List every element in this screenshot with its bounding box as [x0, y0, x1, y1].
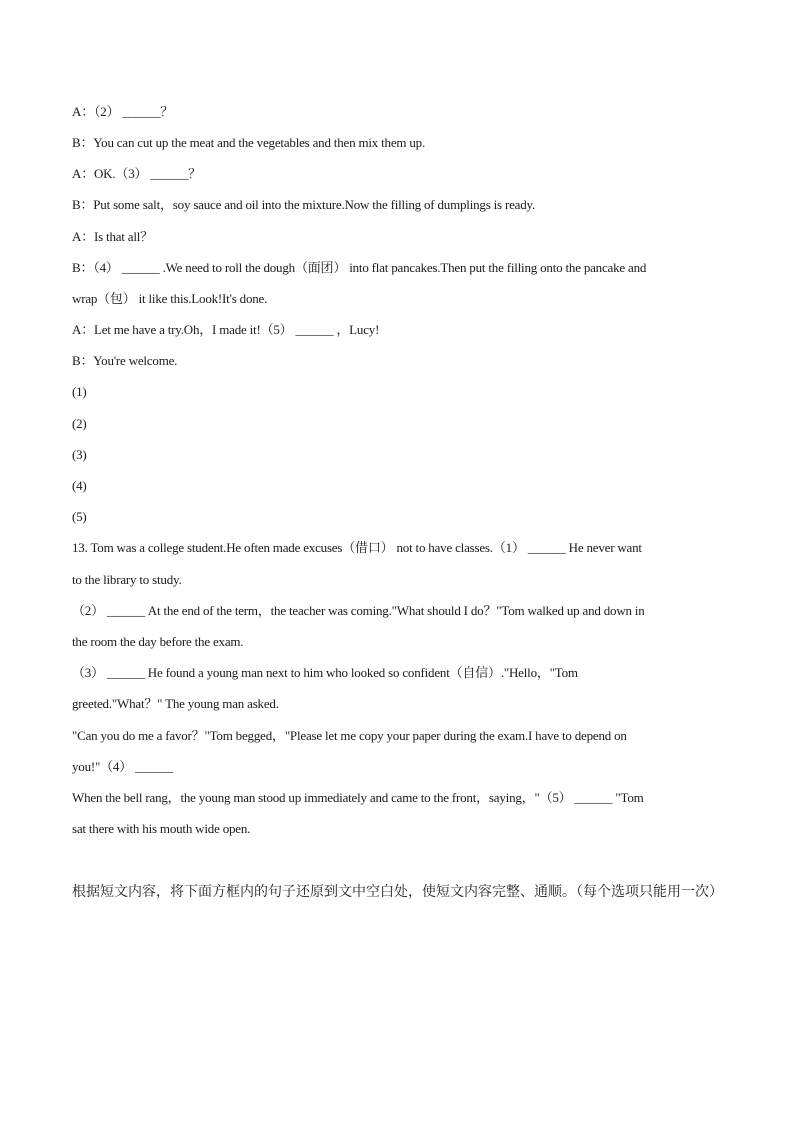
dialogue-line: A：OK.（3） ______？ [72, 166, 201, 181]
answer-label: (4) [72, 478, 87, 493]
dialogue-line: A：Let me have a try.Oh，I made it!（5） ______ ，Lucy! [72, 322, 380, 337]
question-13-line: 13. Tom was a college student.He often made excuses（借口） not to have classes.（1） ______ He never want [72, 540, 642, 555]
dialogue-line: A：（2） ______？ [72, 104, 174, 119]
dialogue-line: B：Put some salt，soy sauce and oil into the mixture.Now the filling of dumplings is ready. [72, 197, 536, 212]
dialogue-line: B：You're welcome. [72, 353, 178, 368]
answer-label: (2) [72, 416, 87, 431]
dialogue-line: B：（4） ______ .We need to roll the dough（面团） into flat pancakes.Then put the filling onto the pancake and [72, 260, 647, 275]
answer-label: (1) [72, 384, 87, 399]
question-13-line: "Can you do me a favor？"Tom begged，"Please let me copy your paper during the exam.I have to depend on [72, 728, 627, 743]
dialogue-line: B：You can cut up the meat and the vegetables and then mix them up. [72, 135, 426, 150]
dialogue-line: wrap（包） it like this.Look!It's done. [72, 291, 268, 306]
question-13-line: the room the day before the exam. [72, 634, 244, 649]
question-13-line: When the bell rang，the young man stood up immediately and came to the front，saying，"（5） ______ "Tom [72, 790, 644, 805]
question-13-line: sat there with his mouth wide open. [72, 821, 251, 836]
dialogue-line: A：Is that all？ [72, 229, 153, 244]
question-13-line: （2） ______ At the end of the term，the teacher was coming."What should I do？"Tom walked up and down in [72, 603, 645, 618]
question-13-line: greeted."What？" The young man asked. [72, 696, 279, 711]
instruction-text: 根据短文内容，将下面方框内的句子还原到文中空白处，使短文内容完整、通顺。（每个选项只能用一次） [72, 884, 723, 900]
question-13-line: （3） ______ He found a young man next to him who looked so confident（自信）."Hello，"Tom [72, 665, 578, 680]
answer-label: (5) [72, 509, 87, 524]
answer-label: (3) [72, 447, 87, 462]
question-13-line: to the library to study. [72, 572, 182, 587]
question-13-line: you!"（4） ______ [72, 759, 173, 774]
